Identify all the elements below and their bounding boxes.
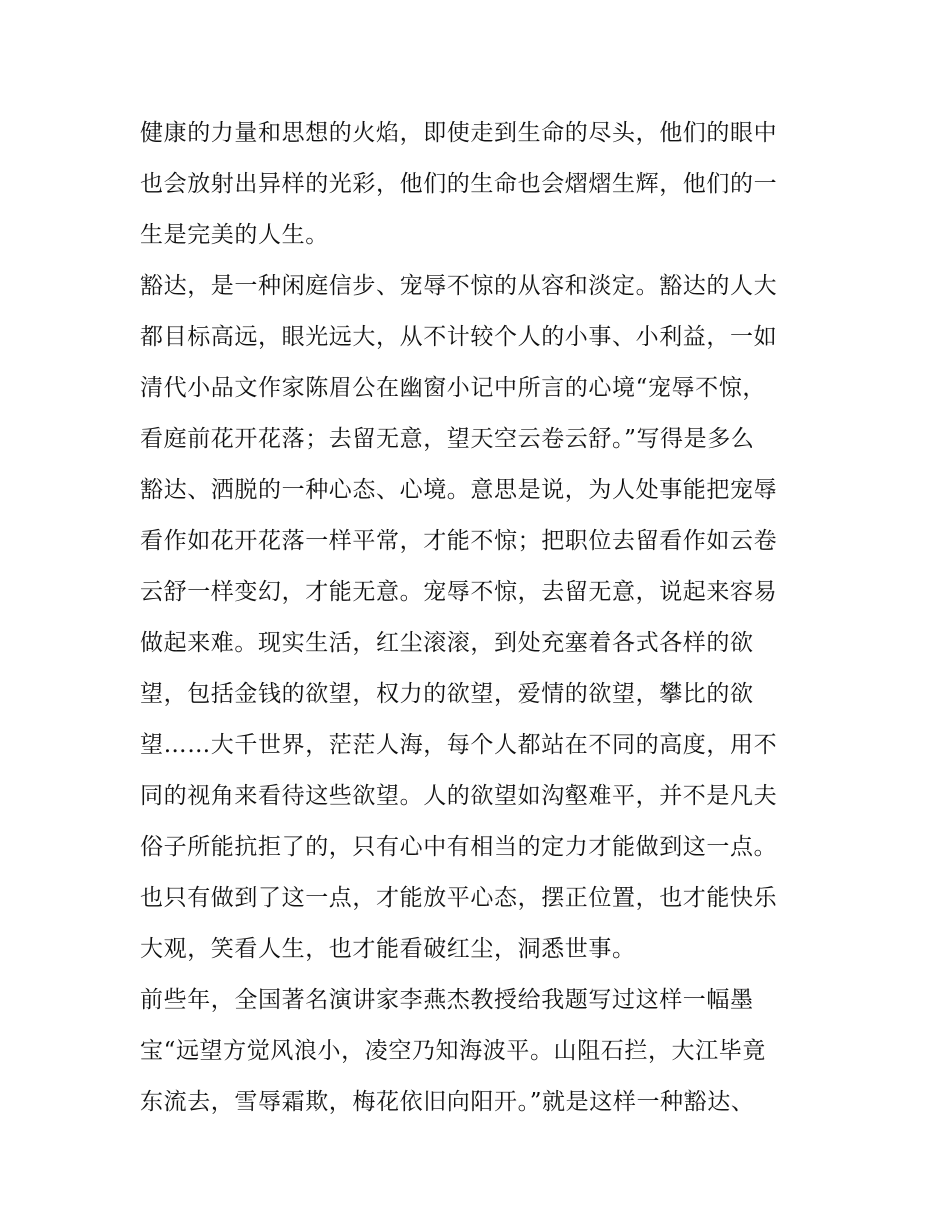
text-line: 宝“远望方觉风浪小，凌空乃知海波平。山阻石拦，大江毕竟 xyxy=(140,1038,766,1064)
text-line: 看庭前花开花落；去留无意，望天空云卷云舒。”写得是多么 xyxy=(140,426,755,452)
text-line: 大观，笑看人生，也才能看破红尘，洞悉世事。 xyxy=(140,936,636,962)
body-text xyxy=(140,108,820,1128)
text-line: 豁达，是一种闲庭信步、宠辱不惊的从容和淡定。豁达的人大 xyxy=(140,273,778,299)
text-line: 东流去，雪辱霜欺，梅花依旧向阳开。”就是这样一种豁达、 xyxy=(140,1089,755,1115)
text-line: 豁达、洒脱的一种心态、心境。意思是说，为人处事能把宠辱 xyxy=(140,477,778,503)
text-line: 望，包括金钱的欲望，权力的欲望，爱情的欲望，攀比的欲 xyxy=(140,681,754,707)
text-line: 看作如花开花落一样平常，才能不惊；把职位去留看作如云卷 xyxy=(140,528,778,554)
text-line: 俗子所能抗拒了的，只有心中有相当的定力才能做到这一点。 xyxy=(140,834,778,860)
text-line: 同的视角来看待这些欲望。人的欲望如沟壑难平，并不是凡夫 xyxy=(140,783,778,809)
text-line: 健康的力量和思想的火焰，即使走到生命的尽头，他们的眼中 xyxy=(140,120,778,146)
text-line: 望……大千世界，茫茫人海，每个人都站在不同的高度，用不 xyxy=(140,732,778,758)
text-line: 前些年，全国著名演讲家李燕杰教授给我题写过这样一幅墨 xyxy=(140,987,754,1013)
text-line: 生是完美的人生。 xyxy=(140,222,329,248)
text-line: 也会放射出异样的光彩，他们的生命也会熠熠生辉，他们的一 xyxy=(140,171,778,197)
text-line: 都目标高远，眼光远大，从不计较个人的小事、小利益，一如 xyxy=(140,324,778,350)
text-line: 清代小品文作家陈眉公在幽窗小记中所言的心境“宠辱不惊， xyxy=(140,375,766,401)
text-line: 云舒一样变幻，才能无意。宠辱不惊，去留无意，说起来容易 xyxy=(140,579,778,605)
text-line: 也只有做到了这一点，才能放平心态，摆正位置，也才能快乐 xyxy=(140,885,778,911)
text-line: 做起来难。现实生活，红尘滚滚，到处充塞着各式各样的欲 xyxy=(140,630,754,656)
